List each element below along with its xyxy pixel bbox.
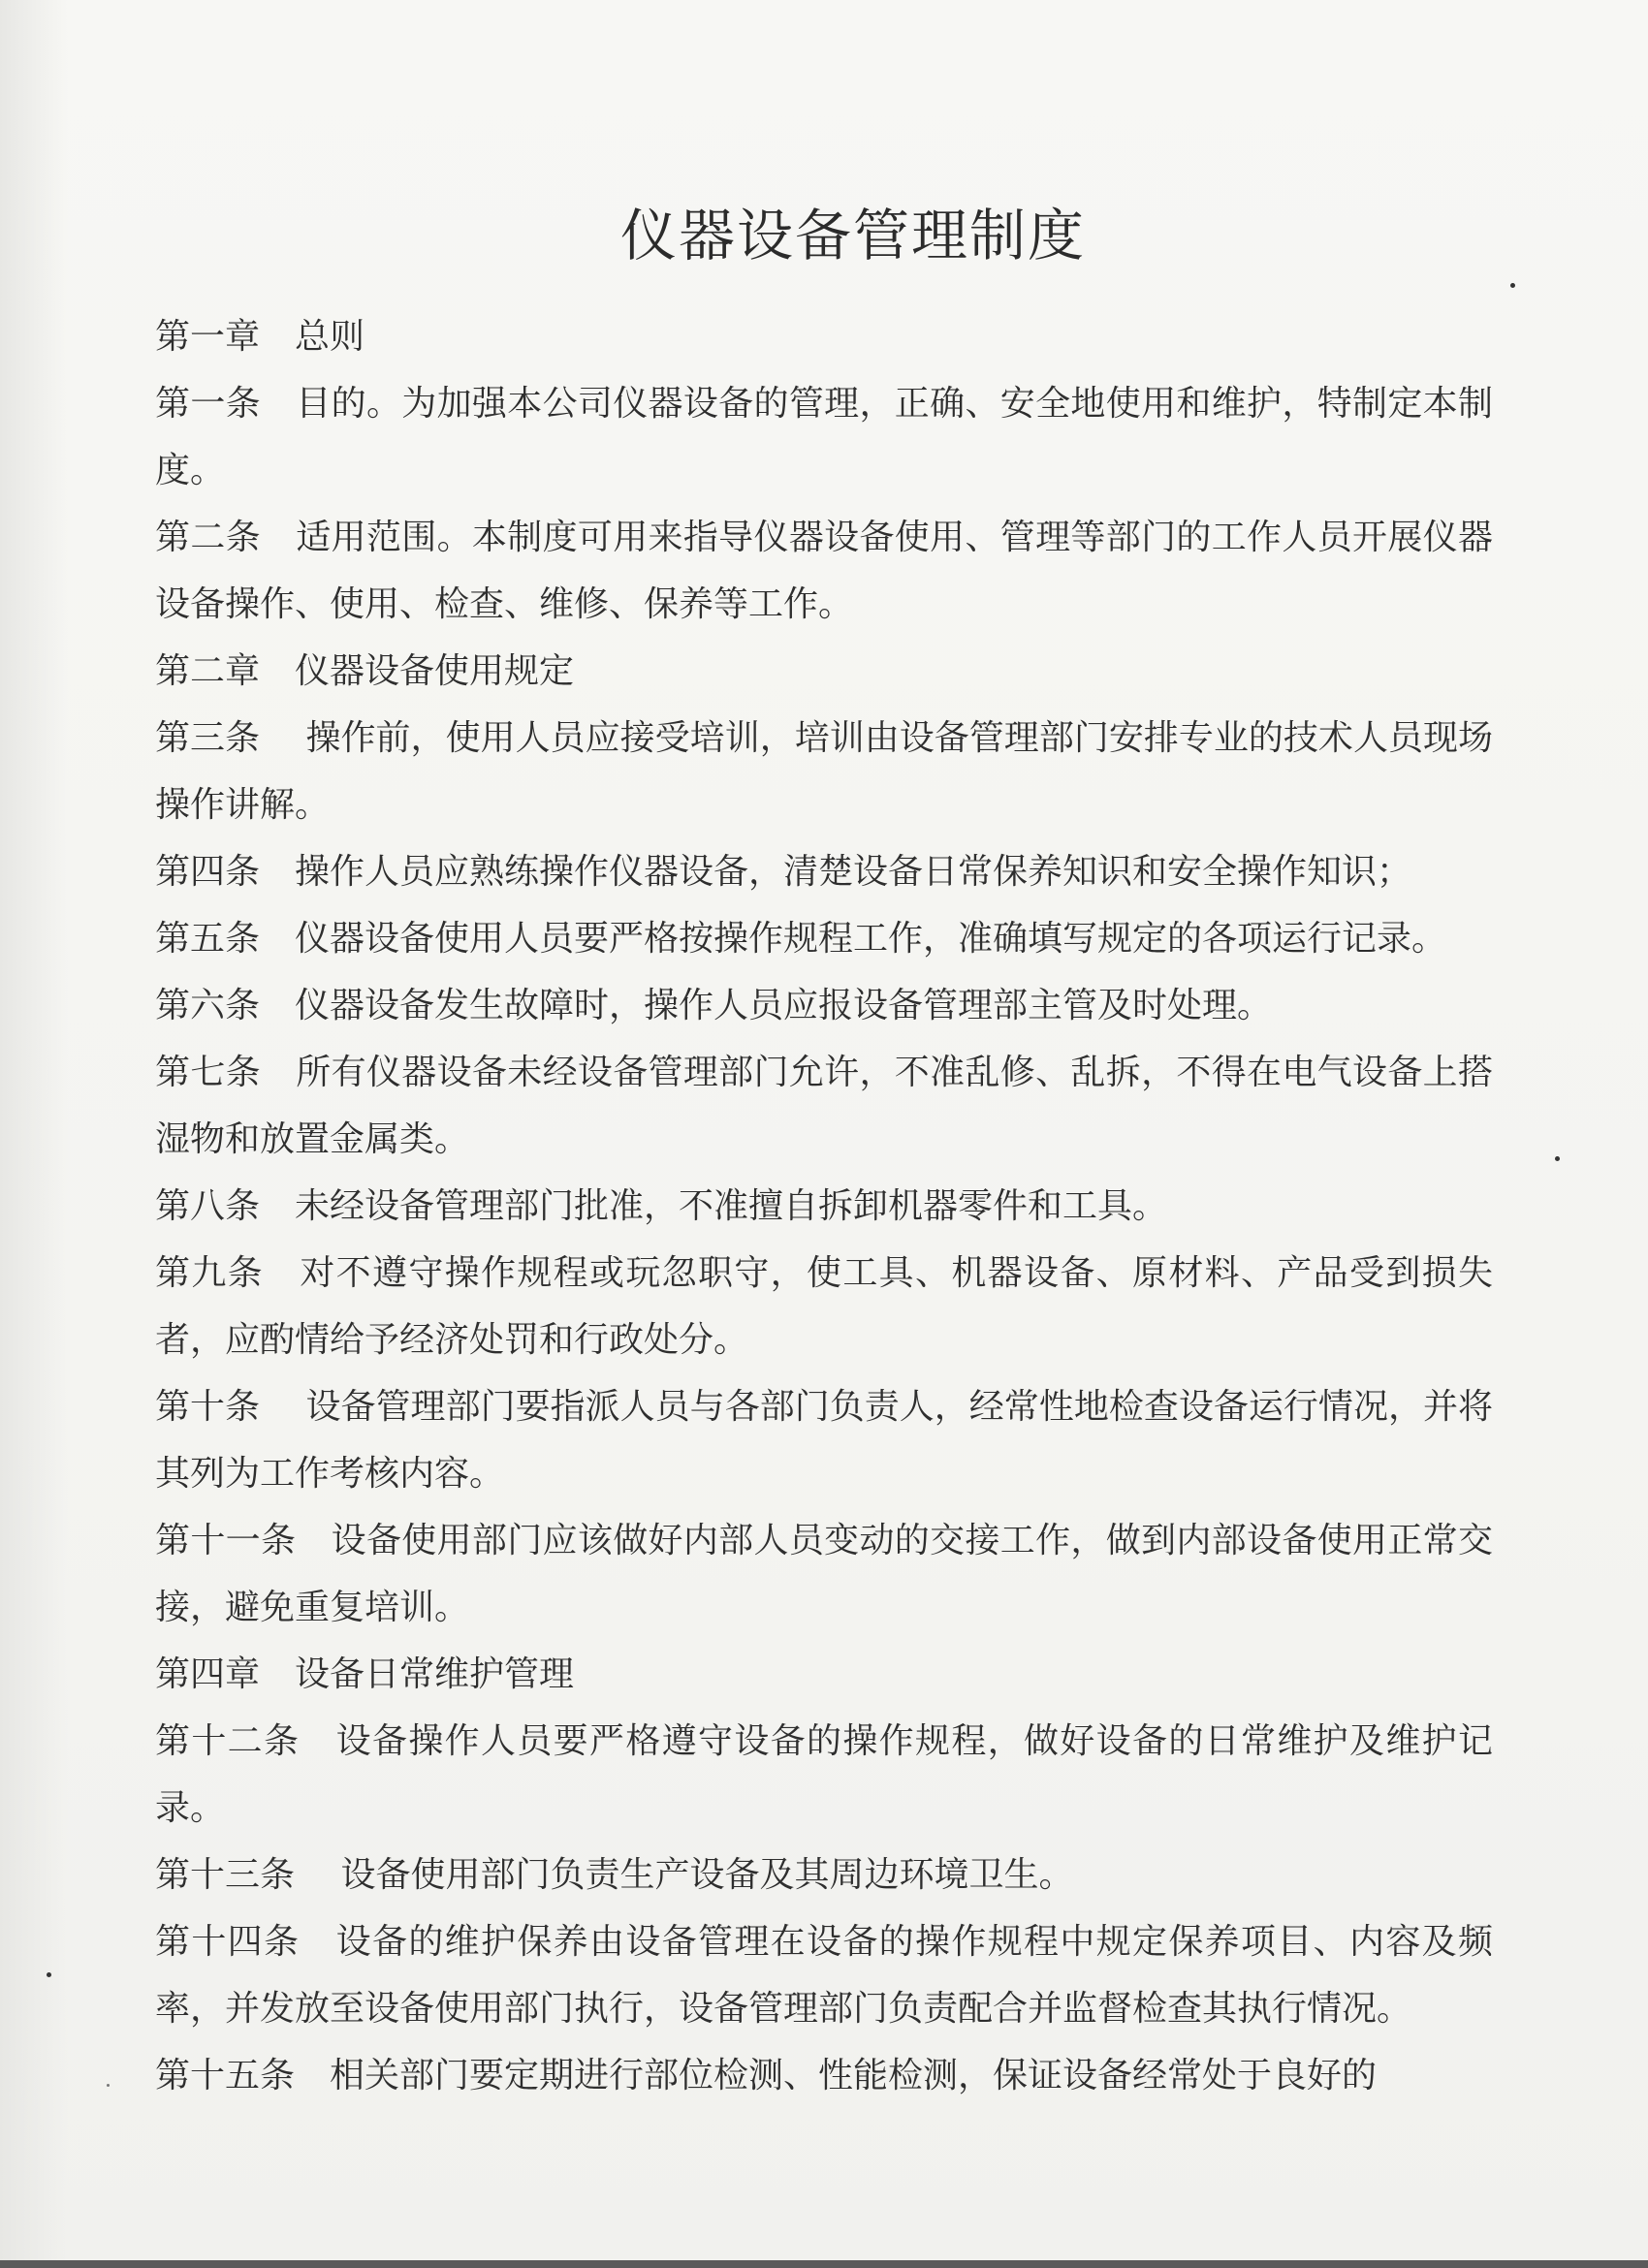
- scan-speck: [1510, 283, 1515, 288]
- article-paragraph: 第五条 仪器设备使用人员要严格按操作规程工作，准确填写规定的各项运行记录。: [155, 919, 1447, 959]
- article-paragraph: 第四条 操作人员应熟练操作仪器设备，清楚设备日常保养知识和安全操作知识；: [155, 852, 1412, 892]
- scan-speck: [47, 1972, 51, 1977]
- article-paragraph: 第二条 适用范围。本制度可用来指导仪器设备使用、管理等部门的工作人员开展仪器设备操作、使用、检查、维修、保养等工作。: [155, 518, 1493, 624]
- article-paragraph: 第十四条 设备的维护保养由设备管理在设备的操作规程中规定保养项目、内容及频率，并发放至设备使用部门执行，设备管理部门负责配合并监督检查其执行情况。: [155, 1922, 1493, 2029]
- scan-speck: [1555, 1156, 1560, 1161]
- chapter-heading: 第四章 设备日常维护管理: [155, 1654, 575, 1694]
- document-title: 仪器设备管理制度: [619, 203, 1086, 268]
- scan-shadow: [0, 0, 68, 2268]
- article-paragraph: 第八条 未经设备管理部门批准，不准擅自拆卸机器零件和工具。: [155, 1186, 1168, 1226]
- article-paragraph: 第十二条 设备操作人员要严格遵守设备的操作规程，做好设备的日常维护及维护记录。: [155, 1721, 1493, 1828]
- article-paragraph: 第六条 仪器设备发生故障时，操作人员应报设备管理部主管及时处理。: [155, 986, 1273, 1025]
- article-paragraph: 第十三条 设备使用部门负责生产设备及其周边环境卫生。: [155, 1855, 1074, 1895]
- chapter-heading: 第一章 总则: [155, 317, 365, 357]
- chapter-heading: 第二章 仪器设备使用规定: [155, 651, 575, 691]
- document-body: [155, 303, 1493, 2109]
- article-paragraph: 第一条 目的。为加强本公司仪器设备的管理，正确、安全地使用和维护，特制定本制度。: [155, 384, 1493, 490]
- article-paragraph: 第三条 操作前，使用人员应接受培训，培训由设备管理部门安排专业的技术人员现场操作讲解。: [155, 718, 1493, 825]
- scan-speck: [107, 2084, 110, 2087]
- scan-bottom-edge: [0, 2260, 1648, 2268]
- article-paragraph: 第十五条 相关部门要定期进行部位检测、性能检测，保证设备经常处于良好的: [155, 2056, 1378, 2095]
- article-paragraph: 第七条 所有仪器设备未经设备管理部门允许，不准乱修、乱拆，不得在电气设备上搭湿物和放置金属类。: [155, 1053, 1493, 1159]
- article-paragraph: 第九条 对不遵守操作规程或玩忽职守，使工具、机器设备、原材料、产品受到损失者，应酌情给予经济处罚和行政处分。: [155, 1253, 1493, 1360]
- article-paragraph: 第十条 设备管理部门要指派人员与各部门负责人，经常性地检查设备运行情况，并将其列为工作考核内容。: [155, 1387, 1493, 1494]
- article-paragraph: 第十一条 设备使用部门应该做好内部人员变动的交接工作，做到内部设备使用正常交接，避免重复培训。: [155, 1521, 1493, 1627]
